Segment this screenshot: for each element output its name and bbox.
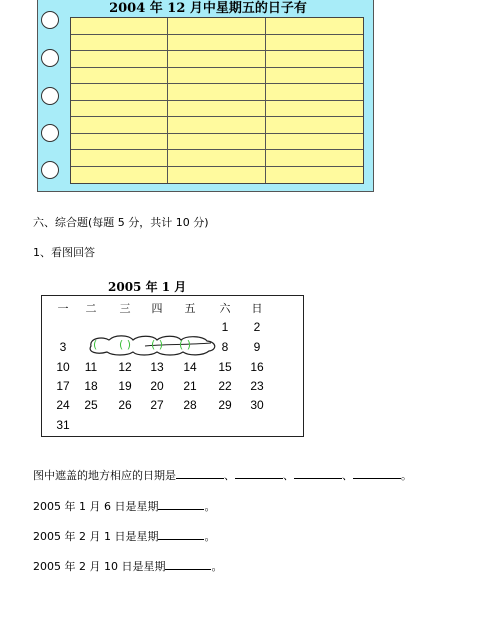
grid-cell [266,35,363,52]
calendar-day: 11 [84,360,98,374]
end-mark: 。 [204,500,216,513]
weekday-header: 二 [85,302,97,315]
calendar-day: 15 [218,360,232,374]
calendar-day: 30 [250,398,264,412]
grid-cell [266,84,363,101]
weekday-header: 一 [57,302,69,315]
grid-cell [168,51,265,68]
calendar-day: 16 [250,360,264,374]
answer-blank[interactable] [235,467,283,479]
calendar-day: 21 [183,379,197,393]
grid-cell [168,101,265,118]
svg-text:( ): ( ) [179,338,192,351]
end-mark: 。 [204,530,216,543]
binder-hole [41,49,59,67]
grid-cell [266,134,363,151]
calendar-day: 27 [150,398,164,412]
calendar-day: 26 [118,398,132,412]
answer-blank[interactable] [165,558,211,570]
calendar-day: 2 [253,320,261,334]
end-mark: 。 [211,560,223,573]
weekday-header: 四 [151,302,163,315]
grid-cell [266,167,363,184]
weekday-header: 六 [219,302,231,315]
calendar-day: 25 [84,398,98,412]
grid-cell [168,117,265,134]
grid-cell [71,134,168,151]
answer-blank[interactable] [158,528,204,540]
question-text: 2005 年 2 月 10 日是星期 [33,560,166,573]
grid-cell [266,68,363,85]
question-text: 2005 年 2 月 1 日是星期 [33,530,159,543]
grid-cell [168,84,265,101]
calendar-day: 8 [221,340,229,354]
calendar-day: 9 [253,340,261,354]
answer-blank[interactable] [294,467,342,479]
grid-cell [266,51,363,68]
cloud-cover [85,334,218,356]
grid-cell [266,101,363,118]
calendar-day: 24 [56,398,70,412]
question-feb-1 [33,528,215,544]
grid-cell [71,35,168,52]
notebook-card [37,0,374,192]
calendar-day: 17 [56,379,70,393]
question-text: 图中遮盖的地方相应的日期是 [33,469,176,482]
separator: 、 [342,469,353,482]
answer-blank[interactable] [353,467,401,479]
grid-cell [71,84,168,101]
calendar-day: 14 [183,360,197,374]
grid-cell [168,68,265,85]
calendar-day: 3 [59,340,67,354]
grid-cell [71,150,168,167]
calendar-day: 22 [218,379,232,393]
binder-hole [41,11,59,29]
binder-hole [41,87,59,105]
calendar-day: 28 [183,398,197,412]
section-heading: 六、综合题(每题 5 分，共计 10 分) [33,216,209,229]
calendar-day: 29 [218,398,232,412]
grid-cell [168,134,265,151]
calendar-day: 19 [118,379,132,393]
separator: 、 [283,469,294,482]
grid-cell [71,101,168,118]
separator: 、 [224,469,235,482]
grid-cell [71,117,168,134]
binder-hole [41,161,59,179]
calendar-day: 23 [250,379,264,393]
calendar-day: 31 [56,418,70,432]
question-jan-6 [33,498,215,514]
svg-text:(: ( [93,338,98,351]
grid-cell [168,150,265,167]
grid-cell [168,18,265,35]
grid-cell [266,117,363,134]
answer-grid [70,17,364,184]
calendar-day: 10 [56,360,70,374]
grid-cell [168,167,265,184]
svg-text:( ): ( ) [151,338,164,351]
calendar-day: 18 [84,379,98,393]
grid-cell [71,68,168,85]
grid-cell [266,18,363,35]
calendar-day: 1 [221,320,229,334]
grid-cell [71,51,168,68]
notebook-title: 2004 年 12 月中星期五的日子有 [109,1,307,16]
grid-cell [71,18,168,35]
grid-cell [168,35,265,52]
calendar-day: 20 [150,379,164,393]
calendar-day: 13 [150,360,164,374]
question-covered-dates [33,467,412,483]
binder-hole [41,124,59,142]
weekday-header: 三 [119,302,131,315]
weekday-header: 五 [184,302,196,315]
grid-cell [266,150,363,167]
question-feb-10 [33,558,222,574]
question-text: 2005 年 1 月 6 日是星期 [33,500,159,513]
answer-blank[interactable] [176,467,224,479]
svg-text:( ): ( ) [119,338,132,351]
end-mark: 。 [401,469,412,482]
answer-blank[interactable] [158,498,204,510]
grid-cell [71,167,168,184]
calendar-day: 12 [118,360,132,374]
question-label: 1、看图回答 [33,246,95,259]
calendar-title: 2005 年 1 月 [108,280,187,294]
weekday-header: 日 [251,302,263,315]
